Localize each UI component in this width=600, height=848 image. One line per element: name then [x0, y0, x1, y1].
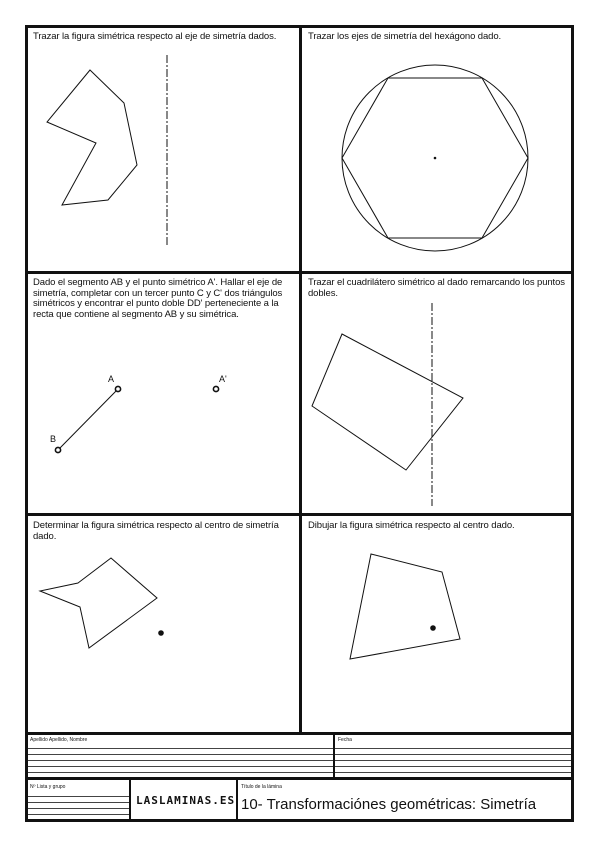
name-writing-line — [28, 748, 333, 749]
instruction-text-1: Trazar la figura simétrica respecto al eje de simetría dados. — [33, 31, 277, 42]
instruction-text-4: Trazar el cuadrilátero simétrico al dado remarcando los puntos dobles. — [308, 277, 565, 299]
quadrilateral — [350, 554, 460, 659]
hexagon-center-point — [434, 157, 437, 160]
symmetry-center-point — [158, 630, 164, 636]
footer-divider-list-logo — [129, 780, 131, 822]
name-writing-line — [28, 754, 333, 755]
instruction-text-6: Dibujar la figura simétrica respecto al centro dado. — [308, 520, 515, 531]
name-writing-line — [28, 760, 333, 761]
footer-divider-logo-title — [236, 780, 238, 822]
sheet-title: 10- Transformaciónes geométricas: Simetría — [241, 796, 537, 813]
date-writing-line — [335, 754, 571, 755]
list-writing-line — [28, 802, 129, 803]
quadrilateral — [312, 334, 463, 470]
point-label-b: B — [50, 434, 57, 444]
list-writing-line — [28, 814, 129, 815]
date-writing-line — [335, 760, 571, 761]
symmetry-center-point — [430, 625, 436, 631]
point-label-a-prime: A' — [219, 374, 227, 384]
name-writing-line — [28, 772, 333, 773]
instruction-text-5: Determinar la figura simétrica respecto al centro de simetría dado. — [33, 520, 279, 542]
list-writing-line — [28, 796, 129, 797]
footer-divider-name-date — [333, 735, 335, 777]
instruction-text-3: Dado el segmento AB y el punto simétrico A'. Hallar el eje de simetría, completar con un tercer punto C y C' dos triángulos simétricos y encontrar el punto doble DD' perteneciente a la recta que contiene al segmento AB y su simétrica. — [33, 277, 283, 320]
list-writing-line — [28, 808, 129, 809]
point-a-prime — [213, 386, 218, 391]
name-field-label: Apellido Apellido, Nombre — [30, 737, 88, 743]
footer-divider-lower — [25, 777, 574, 780]
list-group-field-label: Nº Lista y grupo — [30, 784, 66, 790]
date-writing-line — [335, 748, 571, 749]
star-polygon — [40, 558, 157, 648]
point-a — [115, 386, 120, 391]
sheet-title-field-label: Título de la lámina — [241, 784, 282, 790]
name-writing-line — [28, 766, 333, 767]
date-writing-line — [335, 766, 571, 767]
point-b — [55, 447, 60, 452]
date-writing-line — [335, 772, 571, 773]
segment-ab — [58, 389, 118, 450]
instruction-text-2: Trazar los ejes de simetría del hexágono dado. — [308, 31, 502, 42]
point-label-a: A — [108, 374, 115, 384]
irregular-polygon — [47, 70, 137, 205]
date-field-label: Fecha — [338, 737, 352, 743]
laslaminas-logo: LASLAMINAS.ES — [136, 794, 236, 807]
